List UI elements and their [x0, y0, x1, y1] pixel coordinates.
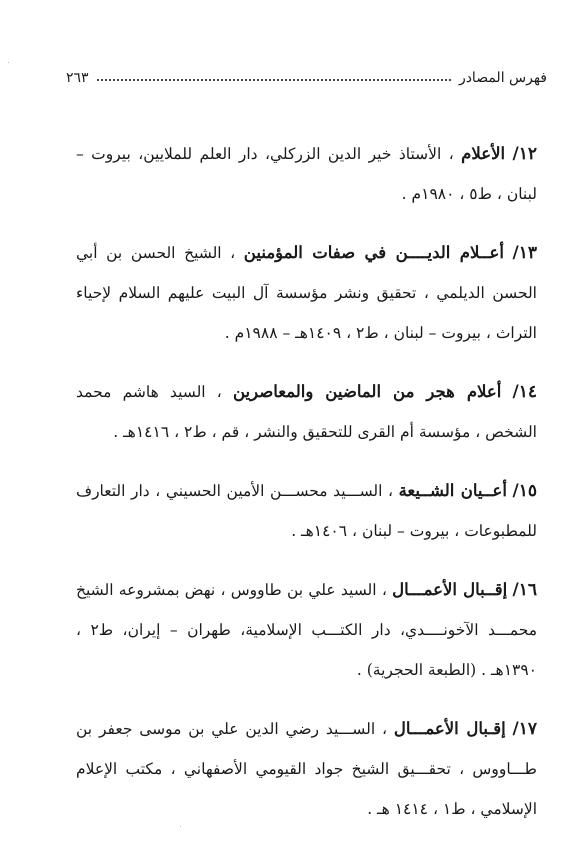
entry-title: أعــلام الديــــن في صفات المؤمنين: [243, 242, 504, 262]
page-header: [66, 64, 547, 86]
bibliography-entry: [76, 471, 537, 551]
page-number: ٢٦٣: [66, 70, 89, 86]
entry-number: ١٤/: [512, 381, 537, 402]
entry-details: ، الســـيد محســـن الأمين الحسيني ، دار التعارف للمطبوعات ، بيروت – لبنان ، ١٤٠٦هـ .: [76, 481, 537, 540]
entry-details: ، السيد علي بن طاووس ، نهض بمشروعه الشيخ محمـــد الآخونــــدي، دار الكتـــب الإسلامية، طهران – إيران، ط٢ ، ١٣٩٠هـ . (الطبعة الحجرية) .: [76, 580, 537, 679]
entry-title: أعلام هجر من الماضين والمعاصرين: [232, 381, 502, 401]
entry-number: ١٢/: [512, 143, 537, 164]
bibliography-entry: [76, 233, 537, 353]
entry-number: ١٣/: [512, 242, 537, 263]
entry-number: ١٥/: [512, 480, 537, 501]
scan-speck: [8, 62, 9, 63]
entry-number: ١٦/: [512, 579, 537, 600]
bibliography-entry: [76, 709, 537, 829]
entry-title: إقــبال الأعمـــال: [392, 579, 508, 599]
dot-leader: [97, 78, 451, 81]
entry-number: ١٧/: [512, 718, 538, 739]
scan-speck: [180, 826, 181, 827]
bibliography-entry: [76, 372, 537, 452]
entry-title: الأعلام: [461, 143, 506, 163]
entry-title: أعــيان الشــيعة: [398, 480, 507, 500]
entry-details: ، الســـيد رضي الدين علي بن موسى جعفر بن طـــاووس ، تحقـــيق الشيخ جواد القيومي الأصفهاني ، مكتب الإعلام الإسلامي ، ط١ ، ١٤١٤ هـ .: [76, 719, 537, 818]
entry-details: ، السيد هاشم محمد الشخص ، مؤسسة أم القرى للتحقيق والنشر ، قم ، ط٢ ، ١٤١٦هـ .: [76, 382, 537, 441]
entry-details: ، الأستاذ خير الدين الزركلي، دار العلم للملايين، بيروت – لبنان ، ط٥ ، ١٩٨٠م .: [76, 144, 537, 203]
entry-title: إقـبال الأعمـــال: [393, 718, 506, 738]
bibliography-list: [76, 118, 537, 848]
entry-details: ، الشيخ الحسن بن أبي الحسن الديلمي ، تحقيق ونشر مؤسسة آل البيت عليهم السلام لإحياء التراث ، بيروت – لبنان ، ط٢ ، ١٤٠٩هـ – ١٩٨٨م .: [76, 243, 537, 342]
bibliography-entry: [76, 570, 537, 690]
bibliography-entry: [76, 134, 537, 214]
running-title: فهرس المصادر: [458, 70, 547, 86]
